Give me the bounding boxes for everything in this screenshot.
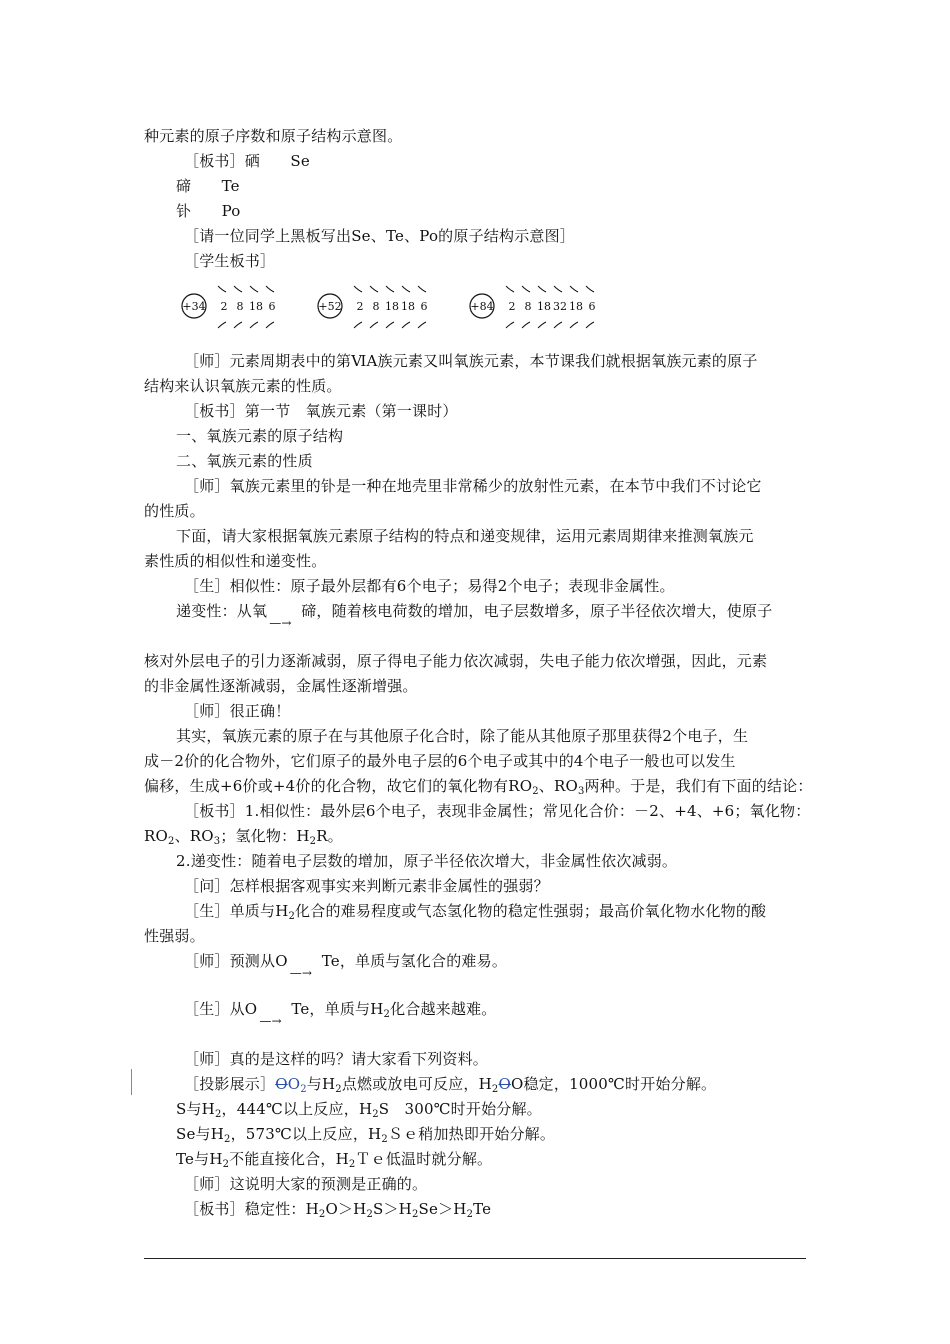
shell-arc-top <box>370 286 378 292</box>
shell-arc-bottom <box>570 322 578 328</box>
shell-arc-bottom <box>354 322 362 328</box>
shell-arc-bottom <box>370 322 378 328</box>
shell-arc-bottom <box>250 322 258 328</box>
shell-electron-count: 6 <box>420 300 428 313</box>
shell-arc-bottom <box>218 322 226 328</box>
subscript: 2 <box>224 1134 231 1145</box>
subscript: 2 <box>222 1159 230 1170</box>
atom-diagram-se <box>182 286 276 328</box>
shell-arc-bottom <box>554 322 562 328</box>
text-segment: ［师］预测从O <box>184 952 288 970</box>
subscript: 2 <box>168 836 175 847</box>
shell-arc-bottom <box>522 322 530 328</box>
text-segment: S 300℃时开始分解。 <box>378 1100 542 1118</box>
subscript: 2 <box>288 911 296 922</box>
text-line: ［板书］硒 Se <box>184 152 310 170</box>
shell-electron-count: 2 <box>508 300 516 313</box>
shell-arc-bottom <box>386 322 394 328</box>
text-line: 2.递变性：随着电子层数的增加，原子半径依次增大，非金属性依次减弱。 <box>176 852 678 870</box>
text-line: 种元素的原子序数和原子结构示意图。 <box>144 127 403 145</box>
deleted-text: O <box>498 1075 511 1093</box>
shell-arc-bottom <box>506 322 514 328</box>
text-line: ［板书］第一节 氧族元素（第一课时） <box>184 402 458 420</box>
text-segment: 、RO <box>538 777 578 795</box>
text-line: 碲 Te <box>176 177 240 195</box>
shell-electron-count: 32 <box>553 300 567 313</box>
shell-arc-top <box>570 286 578 292</box>
shell-arc-top <box>386 286 394 292</box>
text-segment: 碲，随着核电荷数的增加，电子层数增多，原子半径依次增大，使原子 <box>301 602 773 620</box>
text-segment: 点燃或放电可反应，H <box>341 1075 492 1093</box>
text-segment: RO <box>144 827 168 845</box>
text-segment: 递变性：从氧 <box>176 602 268 620</box>
shell-arc-top <box>218 286 226 292</box>
shell-arc-top <box>354 286 362 292</box>
text-segment: 偏移，生成+6价或+4价的化合物，故它们的氧化物有RO <box>144 777 533 795</box>
subscript: 2 <box>366 1209 373 1220</box>
text-line: 成－2价的化合物外，它们原子的最外电子层的6个电子或其中的4个电子一般也可以发生 <box>144 752 736 770</box>
subscript: 2 <box>491 1084 499 1095</box>
text-line: ［师］很正确！ <box>184 702 291 720</box>
shell-electron-count: 18 <box>401 300 415 313</box>
text-line: 其实，氧族元素的原子在与其他原子化合时，除了能从其他原子那里获得2个电子，生 <box>176 727 749 745</box>
text-line: 核对外层电子的引力逐渐减弱，原子得电子能力依次减弱，失电子能力依次增强，因此，元素 <box>144 652 768 670</box>
text-line: ［请一位同学上黑板写出Se、Te、Po的原子结构示意图］ <box>184 227 575 245</box>
text-segment: 不能直接化合，H <box>229 1150 349 1168</box>
shell-arc-bottom <box>402 322 410 328</box>
text-line <box>176 1124 555 1150</box>
subscript: 2 <box>300 1084 307 1095</box>
shell-arc-bottom <box>586 322 594 328</box>
text-line: ［师］真的是这样的吗？请大家看下列资料。 <box>184 1050 489 1068</box>
shell-electron-count: 18 <box>537 300 551 313</box>
text-line: ［问］怎样根据客观事实来判断元素非金属性的强弱？ <box>184 877 549 895</box>
shell-electron-count: 18 <box>385 300 399 313</box>
subscript: 2 <box>466 1209 474 1220</box>
text-line: ［学生板书］ <box>184 252 276 270</box>
subscript: 2 <box>335 1084 342 1095</box>
subscript: 2 <box>532 786 539 797</box>
reaction-arrow-icon <box>257 999 291 1019</box>
subscript: 3 <box>213 836 221 847</box>
text-segment: S与H <box>176 1100 215 1118</box>
reaction-arrow-icon <box>267 601 301 621</box>
text-segment: Se＞H <box>418 1200 467 1218</box>
text-segment: ，573℃以上反应，H <box>230 1125 382 1143</box>
text-line <box>176 601 772 621</box>
text-segment: Ｔｅ低温时就分解。 <box>355 1150 493 1168</box>
text-line <box>176 1099 542 1125</box>
text-segment: 与H <box>306 1075 336 1093</box>
shell-arc-top <box>586 286 594 292</box>
text-segment: Ｓｅ稍加热即开始分解。 <box>387 1125 556 1143</box>
nucleus-charge: +34 <box>182 300 206 313</box>
text-line: ［师］氧族元素里的钋是一种在地壳里非常稀少的放射性元素，在本节中我们不讨论它 <box>184 477 762 495</box>
shell-arc-top <box>538 286 546 292</box>
text-line: ［板书］1.相似性：最外层6个电子，表现非金属性；常见化合价：－2、+4、+6；氧化物： <box>184 802 811 820</box>
shell-electron-count: 8 <box>372 300 380 313</box>
text-line: ［师］这说明大家的预测是正确的。 <box>184 1175 428 1193</box>
subscript: 2 <box>318 1209 326 1220</box>
shell-arc-top <box>402 286 410 292</box>
text-line: ［师］元素周期表中的第ⅥA族元素又叫氧族元素，本节课我们就根据氧族元素的原子 <box>184 352 758 370</box>
text-segment: ［板书］稳定性：H <box>184 1200 319 1218</box>
shell-arc-top <box>250 286 258 292</box>
text-line: 二、氧族元素的性质 <box>176 452 313 470</box>
subscript: 2 <box>214 1109 222 1120</box>
text-line <box>184 1074 716 1100</box>
shell-electron-count: 2 <box>220 300 228 313</box>
text-segment: ［生］单质与H <box>184 902 289 920</box>
text-line: 结构来认识氧族元素的性质。 <box>144 377 342 395</box>
atomic-structure-diagrams <box>176 276 636 336</box>
text-segment: Te，单质与H <box>291 1000 384 1018</box>
shell-arc-top <box>418 286 426 292</box>
text-line <box>176 1149 492 1175</box>
shell-arc-top <box>234 286 242 292</box>
text-line: 下面，请大家根据氧族元素原子结构的特点和递变规律，运用元素周期律来推测氧族元 <box>176 527 754 545</box>
subscript: 2 <box>383 1009 391 1020</box>
text-line: 的非金属性逐渐减弱，金属性逐渐增强。 <box>144 677 418 695</box>
shell-electron-count: 2 <box>356 300 364 313</box>
nucleus-charge: +52 <box>318 300 342 313</box>
text-segment: Te，单质与氢化合的难易。 <box>321 952 508 970</box>
atom-diagram-te <box>318 286 428 328</box>
text-segment: ；氢化物：H <box>220 827 310 845</box>
text-line: 的性质。 <box>144 502 205 520</box>
text-line: ［生］相似性：原子最外层都有6个电子；易得2个电子；表现非金属性。 <box>184 577 675 595</box>
text-segment: Te与H <box>176 1150 223 1168</box>
shell-arc-top <box>522 286 530 292</box>
text-segment: 化合越来越难。 <box>390 1000 497 1018</box>
text-segment: O稳定，1000℃时开始分解。 <box>510 1075 717 1093</box>
text-segment: 化合的难易程度或气态氢化物的稳定性强弱；最高价氧化物水化物的酸 <box>295 902 767 920</box>
text-segment: ［生］从O <box>184 1000 258 1018</box>
text-segment: R。 <box>316 827 343 845</box>
text-line: 性强弱。 <box>144 927 205 945</box>
text-segment: Se与H <box>176 1125 225 1143</box>
shell-arc-top <box>554 286 562 292</box>
shell-arc-top <box>266 286 274 292</box>
text-line: 钋 Po <box>176 202 241 220</box>
text-segment: 、RO <box>174 827 214 845</box>
shell-electron-count: 18 <box>249 300 263 313</box>
shell-electron-count: 6 <box>588 300 596 313</box>
shell-arc-bottom <box>266 322 274 328</box>
reaction-arrow-icon <box>288 951 322 971</box>
text-line <box>144 776 813 802</box>
shell-electron-count: 8 <box>236 300 244 313</box>
subscript: 2 <box>372 1109 379 1120</box>
nucleus-charge: +84 <box>470 300 494 313</box>
footer-divider <box>144 1258 806 1259</box>
margin-revision-mark <box>131 1069 132 1095</box>
subscript: 2 <box>348 1159 356 1170</box>
subscript: 2 <box>309 836 317 847</box>
text-segment: ［投影展示］ <box>184 1075 276 1093</box>
inserted-text: O <box>287 1075 301 1093</box>
subscript: 3 <box>577 786 585 797</box>
subscript: 2 <box>381 1134 388 1145</box>
text-line <box>184 901 766 927</box>
shell-arc-bottom <box>234 322 242 328</box>
deleted-text: O <box>275 1075 288 1093</box>
text-segment: S＞H <box>373 1200 412 1218</box>
text-line <box>184 951 507 971</box>
subscript: 2 <box>411 1209 419 1220</box>
shell-electron-count: 6 <box>268 300 276 313</box>
atom-diagram-po <box>470 286 596 328</box>
shell-electron-count: 18 <box>569 300 583 313</box>
text-line <box>144 826 343 852</box>
text-line <box>184 999 496 1025</box>
text-line <box>184 1199 491 1225</box>
shell-arc-top <box>506 286 514 292</box>
text-line: 素性质的相似性和递变性。 <box>144 552 327 570</box>
text-line: 一、氧族元素的原子结构 <box>176 427 344 445</box>
text-segment: ，444℃以上反应，H <box>221 1100 373 1118</box>
shell-arc-bottom <box>418 322 426 328</box>
text-segment: Te <box>473 1200 492 1218</box>
text-segment: O＞H <box>325 1200 367 1218</box>
shell-electron-count: 8 <box>524 300 532 313</box>
shell-arc-bottom <box>538 322 546 328</box>
text-segment: 两种。于是，我们有下面的结论： <box>584 777 813 795</box>
